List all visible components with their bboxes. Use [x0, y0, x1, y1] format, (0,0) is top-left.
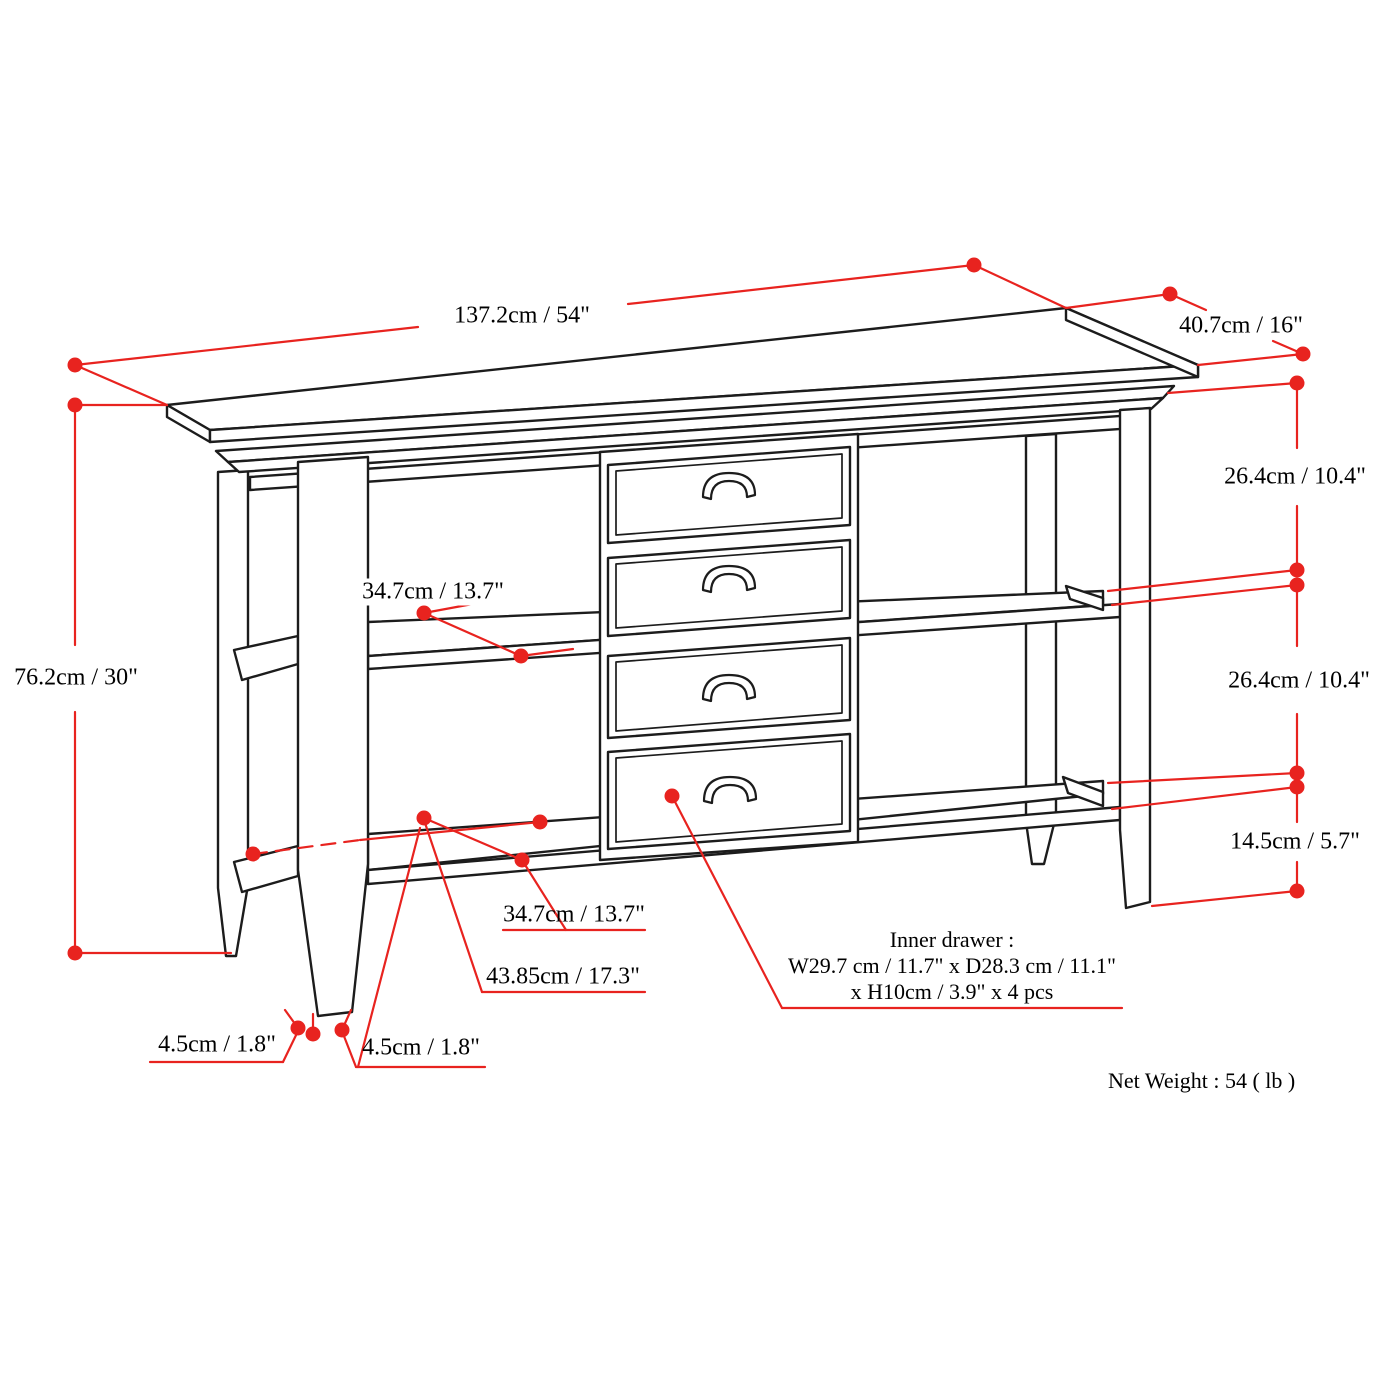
inner-drawer-note: [788, 927, 1116, 1005]
leader-top-width-left: [75, 365, 167, 405]
dim-overall-height-label: 76.2cm / 30": [11, 665, 141, 692]
dim-bottom-clearance-label: 14.5cm / 5.7": [1227, 829, 1363, 856]
front-left-leg: [298, 457, 368, 1016]
leader-top-width-right: [974, 265, 1066, 308]
front-right-leg: [1120, 408, 1150, 908]
dim-upper-opening-label: 26.4cm / 10.4": [1221, 464, 1369, 491]
inner-drawer-note-line2: W29.7 cm / 11.7" x D28.3 cm / 11.1": [788, 953, 1116, 978]
dim-line-top-width-right: [628, 265, 974, 304]
dim-top-depth-label: 40.7cm / 16": [1176, 313, 1306, 340]
leader-right-foot: [1152, 891, 1297, 906]
inner-drawer-note-line1: Inner drawer :: [889, 927, 1015, 952]
dim-upper-shelf-depth-label: 34.7cm / 13.7": [359, 579, 507, 606]
inner-drawer-note-line3: x H10cm / 3.9" x 4 pcs: [850, 979, 1054, 1004]
dim-lower-opening-label: 26.4cm / 10.4": [1225, 668, 1373, 695]
leader-depth-front: [1198, 354, 1303, 365]
dim-shelf-span-label: 43.85cm / 17.3": [486, 963, 640, 990]
dim-lower-shelf-depth-label: 34.7cm / 13.7": [503, 901, 645, 928]
dim-line-top-width-left: [75, 327, 418, 365]
furniture-line-drawing: [167, 308, 1198, 1016]
net-weight-label: Net Weight : 54 ( lb ): [1108, 1068, 1296, 1093]
leader-depth-back: [1066, 294, 1170, 308]
dim-foot-side-label: 4.5cm / 1.8": [158, 1031, 276, 1058]
dim-foot-front-label: 4.5cm / 1.8": [362, 1034, 480, 1061]
drawer-4-panel: [616, 741, 842, 842]
dim-top-width-label: 137.2cm / 54": [451, 303, 593, 330]
leader-right-cornice: [1168, 383, 1297, 393]
